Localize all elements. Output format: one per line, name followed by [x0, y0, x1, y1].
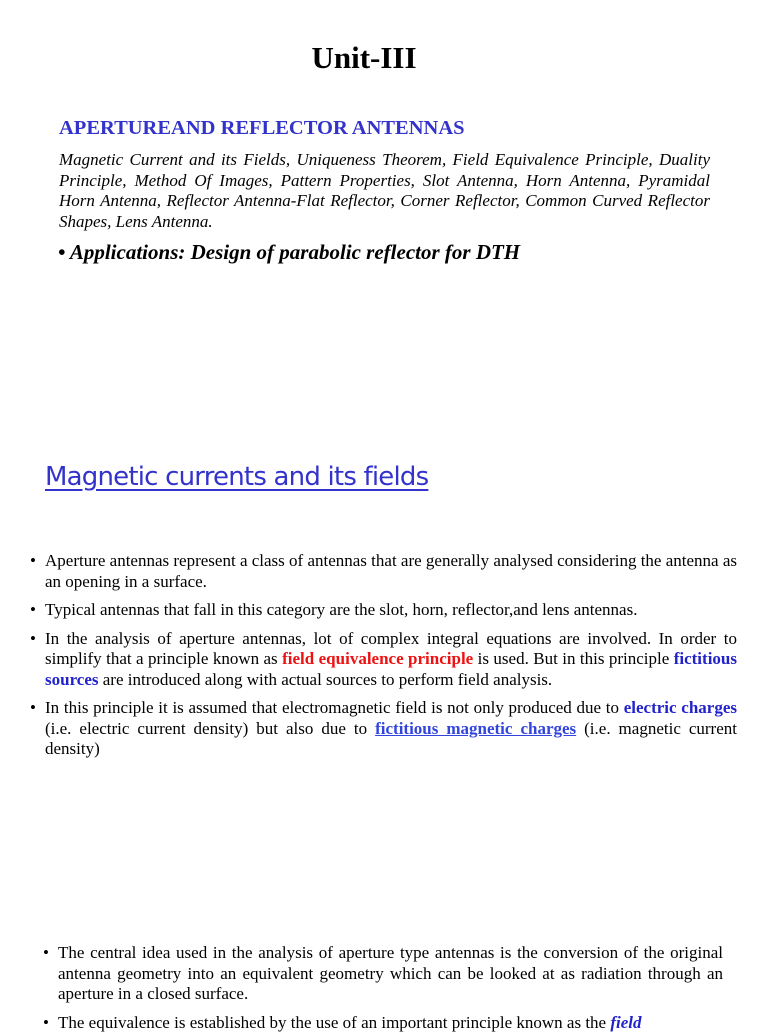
bullet-text: The equivalence is established by the use of an important principle known as the	[58, 1013, 610, 1032]
bullet-dot: •	[58, 240, 65, 264]
bullet-text: (i.e. magnetic current density)	[45, 719, 737, 759]
bullet-text: is used. But in this principle	[473, 649, 673, 668]
highlight-field-equivalence: field equivalence principle	[282, 649, 473, 668]
link-fictitious-magnetic-charges[interactable]: fictitious magnetic charges	[375, 719, 576, 738]
bullet-list	[0, 943, 723, 1033]
bullet-text: In this principle it is assumed that electromagnetic field is not only produced due to	[45, 698, 624, 717]
bullet-text: In the analysis of aperture antennas, lot of complex integral equations are involved. In order to simplify that a principle known as	[45, 629, 737, 669]
bullet-item	[0, 1013, 723, 1033]
highlight-electric-charges: electric charges	[624, 698, 737, 717]
bullet-text: (i.e. electric current density) but also due to	[45, 719, 375, 738]
section-heading: APERTUREAND REFLECTOR ANTENNAS	[59, 117, 465, 140]
applications-text: Applications: Design of parabolic reflector for DTH	[70, 240, 520, 264]
bullet-text: Typical antennas that fall in this category are the slot, horn, reflector,and lens antennas.	[45, 600, 637, 619]
bullet-item	[0, 629, 737, 691]
slide-title: Magnetic currents and its fields	[45, 462, 428, 492]
bullet-dot: •	[30, 551, 36, 572]
bullet-dot: •	[43, 1013, 49, 1033]
bullet-text: are introduced along with actual sources to perform field analysis.	[99, 670, 553, 689]
bullet-text: Aperture antennas represent a class of antennas that are generally analysed considering the antenna as an opening in a surface.	[45, 551, 737, 591]
bullet-item	[0, 551, 737, 592]
bullet-dot: •	[30, 698, 36, 719]
bullet-item	[0, 943, 723, 1005]
bullet-text: The central idea used in the analysis of aperture type antennas is the conversion of the original antenna geometry into an equivalent geometry which can be looked at as radiation through an aperture in a closed surface.	[58, 943, 723, 1003]
bullet-list	[0, 551, 737, 760]
bullet-dot: •	[43, 943, 49, 964]
bullet-dot: •	[30, 629, 36, 650]
highlight-field: field	[610, 1013, 641, 1032]
topics-paragraph: Magnetic Current and its Fields, Uniqueness Theorem, Field Equivalence Principle, Duality Principle, Method Of Images, Pattern Properties, Slot Antenna, Horn Antenna, Pyramidal Horn Antenna, Reflector Antenna-Flat Reflector, Corner Reflector, Common Curved Reflector Shapes, Lens Antenna.	[59, 150, 710, 232]
bullet-dot: •	[30, 600, 36, 621]
applications-line	[58, 240, 520, 265]
bullet-item	[0, 698, 737, 760]
bullet-item	[0, 600, 737, 621]
unit-title: Unit-III	[0, 40, 728, 76]
highlight-fictitious-sources: fictitious sources	[45, 649, 737, 689]
